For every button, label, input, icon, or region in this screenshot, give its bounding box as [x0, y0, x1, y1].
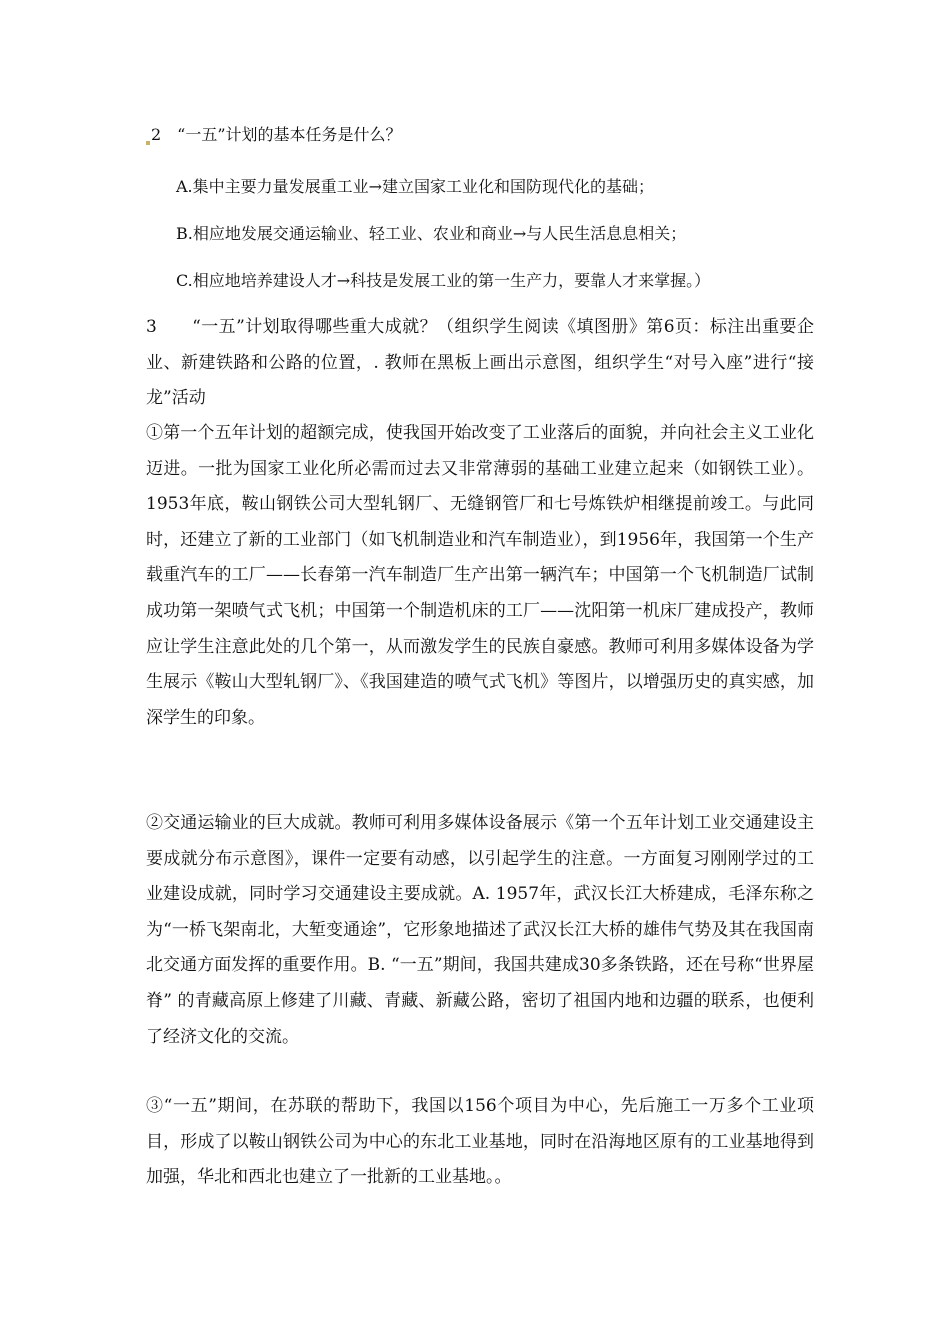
- question-2-heading: 2 “一五”计划的基本任务是什么？: [146, 122, 402, 145]
- achievement-1: ①第一个五年计划的超额完成，使我国开始改变了工业落后的面貌，并向社会主义工业化迈进。一批为国家工业化所必需而过去又非常薄弱的基础工业建立起来（如钢铁工业）。1953年底，鞍山钢铁公司大型轧钢厂、无缝钢管厂和七号炼铁炉相继提前竣工。与此同时，还建立了新的工业部门（如飞机制造业和汽车制造业），到1956年，我国第一个生产载重汽车的工厂——长春第一汽车制造厂生产出第一辆汽车；中国第一个飞机制造厂试制成功第一架喷气式飞机；中国第一个制造机床的工厂——沈阳第一机床厂建成投产，教师应让学生注意此处的几个第一，从而激发学生的民族自豪感。教师可利用多媒体设备为学生展示《鞍山大型轧钢厂》、《我国建造的喷气式飞机》等图片，以增强历史的真实感，加深学生的印象。: [146, 423, 814, 728]
- option-a: A.集中主要力量发展重工业→建立国家工业化和国防现代化的基础；: [176, 177, 655, 196]
- achievement-2: ②交通运输业的巨大成就。教师可利用多媒体设备展示《第一个五年计划工业交通建设主要成就分布示意图》，课件一定要有动感，以引起学生的注意。一方面复习刚刚学过的工业建设成就，同时学习交通建设主要成就。A. 1957年，武汉长江大桥建成，毛泽东称之为“一桥飞架南北，大堑变通途”，它形象地描述了武汉长江大桥的雄伟气势及其在我国南北交通方面发挥的重要作用。B. “一五”期间，我国共建成30多条铁路，还在号称“世界屋脊” 的青藏高原上修建了川藏、青藏、新藏公路，密切了祖国内地和边疆的联系，也便利了经济文化的交流。: [146, 813, 814, 1047]
- achievement-3: ③“一五”期间，在苏联的帮助下，我国以156个项目为中心，先后施工一万多个工业项目，形成了以鞍山钢铁公司为中心的东北工业基地，同时在沿海地区原有的工业基地得到加强，华北和西北也建立了一批新的工业基地。。: [146, 1096, 814, 1188]
- question-3-text: 3 “一五”计划取得哪些重大成就？（组织学生阅读《填图册》第6页：标注出重要企业、新建铁路和公路的位置，. 教师在黑板上画出示意图，组织学生“对号入座”进行“接龙”活动: [146, 317, 814, 409]
- option-b: B.相应地发展交通运输业、轻工业、农业和商业→与人民生活息息相关；: [176, 224, 687, 243]
- option-c: C.相应地培养建设人才→科技是发展工业的第一生产力，要靠人才来掌握。）: [176, 271, 711, 290]
- edit-mark-icon: [146, 141, 150, 145]
